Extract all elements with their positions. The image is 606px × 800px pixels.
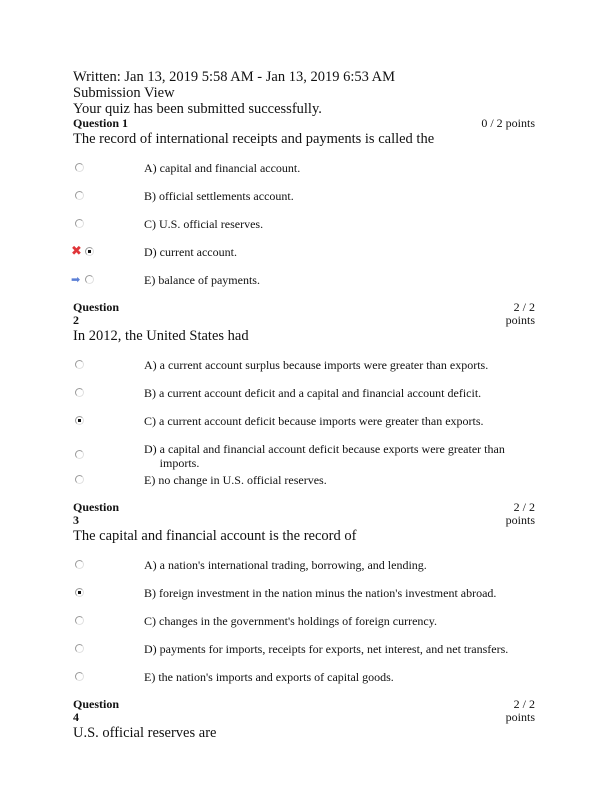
option-text: a nation's international trading, borrowing, and lending. [159, 558, 427, 572]
points-unit: points [505, 513, 535, 527]
option-letter: C) [144, 217, 156, 231]
answer-option-correct[interactable] [73, 273, 535, 301]
option-text: foreign investment in the nation minus the nation's investment abroad. [159, 586, 497, 600]
answer-option-selected[interactable] [73, 414, 535, 442]
option-text-line: a capital and financial account deficit because exports were greater than [159, 442, 505, 456]
option-text: changes in the government's holdings of foreign currency. [159, 614, 437, 628]
submission-status: Your quiz has been submitted successfully. [73, 101, 322, 117]
question-text: U.S. official reserves are [73, 725, 217, 741]
answer-option[interactable] [73, 217, 535, 245]
question-points: 0 / 2 points [481, 116, 535, 130]
answer-option[interactable] [73, 642, 535, 670]
question-text: The record of international receipts and payments is called the [73, 131, 435, 147]
question-header [73, 301, 535, 327]
option-text: balance of payments. [158, 273, 260, 287]
quiz-submission-page [73, 69, 535, 755]
option-letter: C) [144, 614, 156, 628]
option-letter: A) [144, 161, 157, 175]
option-text-continuation: imports. [159, 456, 200, 470]
points-unit: points [505, 313, 535, 327]
question-number: 2 [73, 313, 79, 327]
correct-answer-arrow-icon: ➡ [71, 273, 81, 286]
radio-button[interactable] [75, 616, 84, 625]
question-4 [73, 698, 535, 742]
answer-option[interactable] [73, 614, 535, 642]
written-timestamp: Written: Jan 13, 2019 5:58 AM - Jan 13, 2019 6:53 AM [73, 69, 396, 85]
submission-view-title: Submission View [73, 85, 175, 101]
answer-option[interactable] [73, 386, 535, 414]
option-text: official settlements account. [159, 189, 294, 203]
radio-button-checked[interactable] [75, 588, 84, 597]
option-letter: B) [144, 586, 156, 600]
option-letter: B) [144, 189, 156, 203]
question-header [73, 117, 535, 130]
option-text: a current account surplus because imports were greater than exports. [159, 358, 489, 372]
option-text: a current account deficit because imports were greater than exports. [159, 414, 484, 428]
answer-option-selected-incorrect[interactable] [73, 245, 535, 273]
radio-button[interactable] [75, 560, 84, 569]
question-points [506, 501, 535, 527]
option-letter: A) [144, 558, 157, 572]
points-score: 2 / 2 [513, 300, 535, 314]
question-number: 3 [73, 513, 79, 527]
question-2 [73, 301, 535, 501]
radio-button-checked[interactable] [75, 416, 84, 425]
question-label [73, 501, 119, 527]
radio-button[interactable] [75, 163, 84, 172]
radio-button[interactable] [75, 219, 84, 228]
question-header [73, 698, 535, 724]
answer-options [73, 558, 535, 698]
option-letter: E) [144, 473, 156, 487]
radio-button[interactable] [75, 450, 84, 459]
option-text: no change in U.S. official reserves. [158, 473, 327, 487]
option-text: payments for imports, receipts for exports, net interest, and net transfers. [159, 642, 509, 656]
option-letter: C) [144, 414, 156, 428]
option-letter: E) [144, 273, 156, 287]
answer-option[interactable] [73, 358, 535, 386]
option-letter: D) [144, 245, 157, 259]
option-text: current account. [159, 245, 237, 259]
question-points [506, 301, 535, 327]
option-text [160, 442, 535, 470]
radio-button[interactable] [75, 191, 84, 200]
question-label-word: Question [73, 300, 120, 314]
answer-option[interactable] [73, 558, 535, 586]
question-label [73, 301, 119, 327]
question-header [73, 501, 535, 527]
answer-options [73, 161, 535, 301]
question-3 [73, 501, 535, 698]
answer-option[interactable] [73, 442, 535, 473]
radio-button-checked[interactable] [85, 247, 94, 256]
option-letter: D) [144, 442, 157, 456]
answer-option[interactable] [73, 670, 535, 698]
answer-option-selected[interactable] [73, 586, 535, 614]
option-text: the nation's imports and exports of capital goods. [158, 670, 394, 684]
answer-option[interactable] [73, 161, 535, 189]
option-text: a current account deficit and a capital and financial account deficit. [159, 386, 482, 400]
option-letter: E) [144, 670, 156, 684]
option-text: capital and financial account. [159, 161, 301, 175]
radio-button[interactable] [75, 672, 84, 681]
question-text: In 2012, the United States had [73, 328, 249, 344]
answer-option[interactable] [73, 473, 535, 501]
answer-option[interactable] [73, 189, 535, 217]
question-text: The capital and financial account is the record of [73, 528, 357, 544]
points-score: 2 / 2 [513, 500, 535, 514]
radio-button[interactable] [75, 360, 84, 369]
option-letter: A) [144, 358, 157, 372]
incorrect-x-icon: ✖ [71, 244, 82, 259]
question-label-word: Question [73, 697, 120, 711]
question-label [73, 698, 119, 724]
question-1 [73, 117, 535, 301]
option-letter: D) [144, 642, 157, 656]
radio-button[interactable] [75, 388, 84, 397]
option-letter: B) [144, 386, 156, 400]
question-number: 4 [73, 710, 79, 724]
radio-button[interactable] [85, 275, 94, 284]
points-score: 2 / 2 [513, 697, 535, 711]
question-points [506, 698, 535, 724]
question-label-word: Question [73, 500, 120, 514]
points-unit: points [505, 710, 535, 724]
radio-button[interactable] [75, 475, 84, 484]
option-text: U.S. official reserves. [159, 217, 264, 231]
answer-options [73, 358, 535, 501]
radio-button[interactable] [75, 644, 84, 653]
question-label: Question 1 [73, 116, 129, 130]
